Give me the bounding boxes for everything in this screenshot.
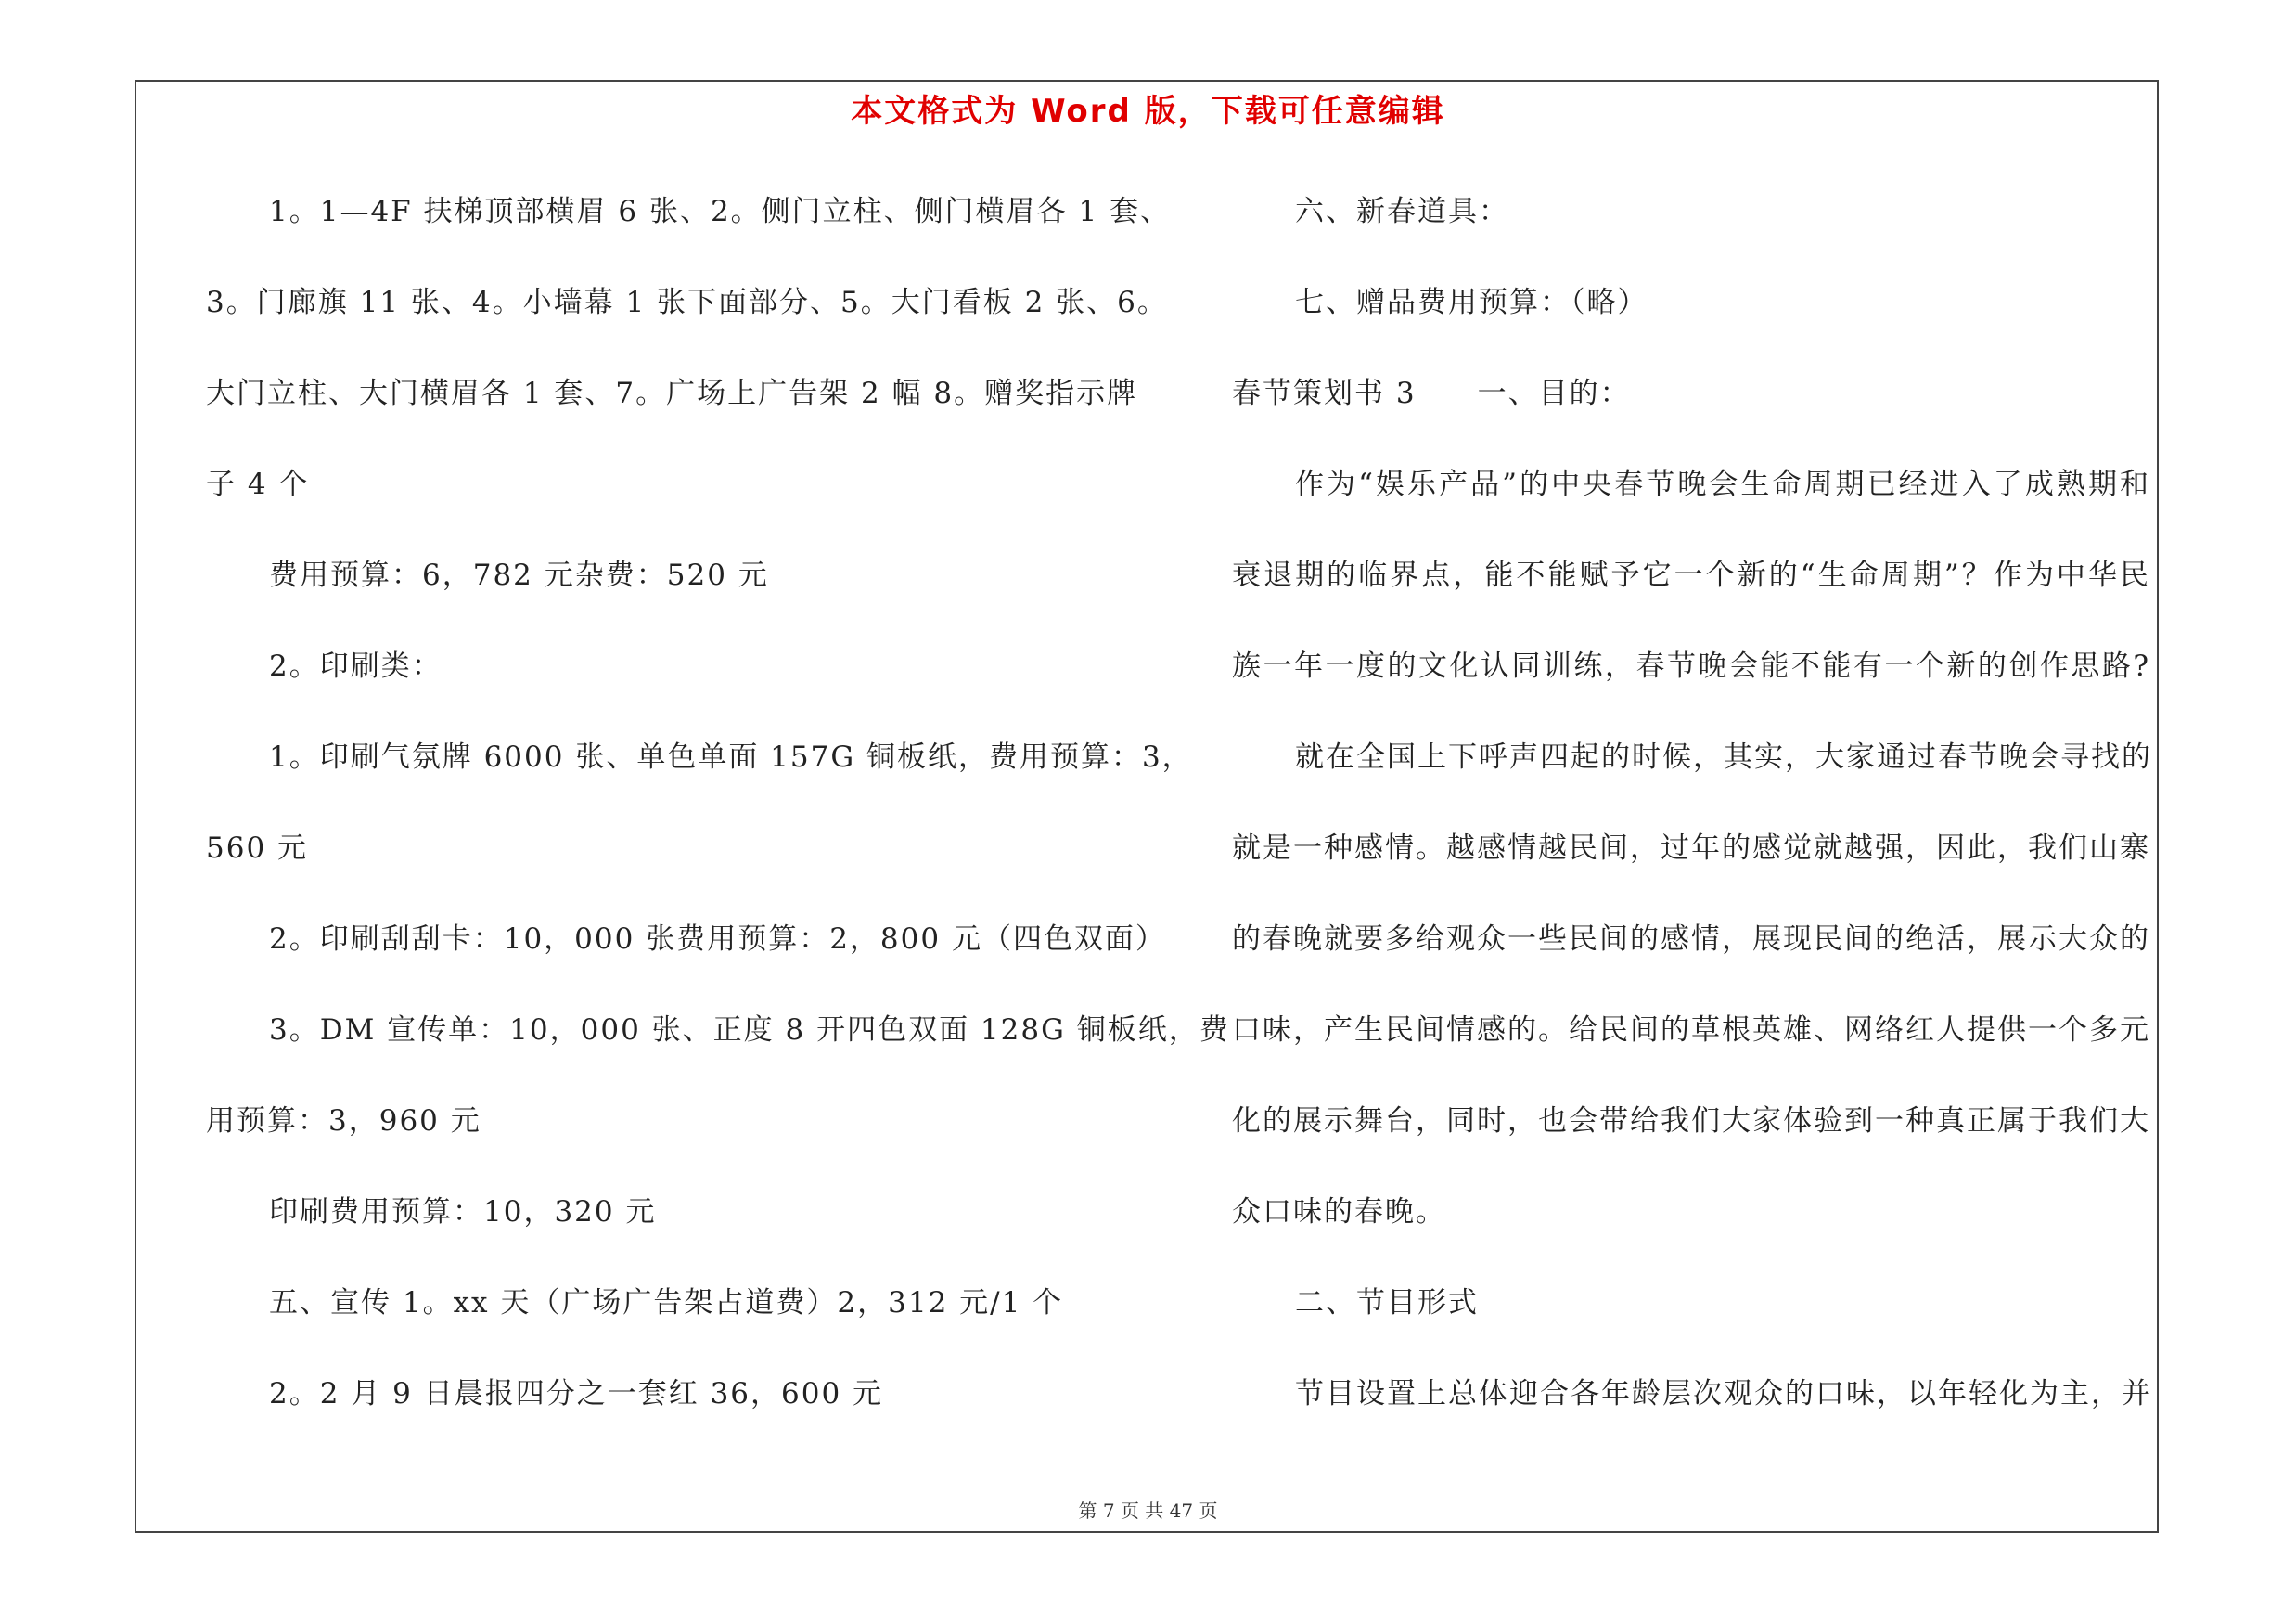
text-line: 春节策划书 3 一、目的： [1232, 377, 1631, 410]
text-line: 子 4 个 [206, 468, 310, 501]
text-line: 作为“娱乐产品”的中央春节晚会生命周期已经进入了成熟期和 [1295, 468, 2150, 501]
text-line: 节目设置上总体迎合各年龄层次观众的口味，以年轻化为主，并 [1295, 1377, 2152, 1410]
text-line: 1。1—4F 扶梯顶部横眉 6 张、2。侧门立柱、侧门横眉各 1 套、 [269, 195, 1172, 228]
text-line: 2。印刷刮刮卡：10，000 张费用预算：2，800 元（四色双面） [269, 922, 1166, 956]
text-line: 五、宣传 1。xx 天（广场广告架占道费）2，312 元/1 个 [269, 1286, 1064, 1320]
text-line: 560 元 [206, 831, 309, 865]
text-line: 大门立柱、大门横眉各 1 套、7。广场上广告架 2 幅 8。赠奖指示牌 [206, 377, 1138, 410]
text-line: 印刷费用预算：10，320 元 [269, 1195, 657, 1229]
text-line: 3。门廊旗 11 张、4。小墙幕 1 张下面部分、5。大门看板 2 张、6。 [206, 286, 1168, 319]
text-line: 众口味的春晚。 [1232, 1195, 1446, 1229]
text-line: 衰退期的临界点，能不能赋予它一个新的“生命周期”？作为中华民 [1232, 559, 2150, 592]
text-line: 就是一种感情。越感情越民间，过年的感觉就越强，因此，我们山寨 [1232, 831, 2150, 865]
text-line: 2。印刷类： [269, 650, 443, 683]
format-banner: 本文格式为 Word 版，下载可任意编辑 [851, 93, 1445, 130]
text-line: 费用预算：6，782 元杂费：520 元 [269, 559, 769, 592]
page-footer: 第 7 页 共 47 页 [1078, 1500, 1218, 1522]
text-line: 就在全国上下呼声四起的时候，其实，大家通过春节晚会寻找的 [1295, 741, 2152, 774]
text-line: 化的展示舞台，同时，也会带给我们大家体验到一种真正属于我们大 [1232, 1104, 2150, 1138]
text-line: 用预算：3，960 元 [206, 1104, 481, 1138]
text-line: 的春晚就要多给观众一些民间的感情，展现民间的绝活，展示大众的 [1232, 922, 2150, 956]
text-line: 2。2 月 9 日晨报四分之一套红 36，600 元 [269, 1377, 884, 1410]
text-line: 3。DM 宣传单：10，000 张、正度 8 开四色双面 128G 铜板纸，费 [269, 1013, 1230, 1047]
left-column [206, 182, 1230, 1455]
text-line: 二、节目形式 [1295, 1286, 1479, 1320]
text-line: 口味，产生民间情感的。给民间的草根英雄、网络红人提供一个多元 [1232, 1013, 2150, 1047]
text-line: 六、新春道具： [1295, 195, 1509, 228]
text-line: 七、赠品费用预算：（略） [1295, 286, 1648, 319]
text-line: 族一年一度的文化认同训练，春节晚会能不能有一个新的创作思路? [1232, 650, 2150, 683]
right-column [1232, 182, 2150, 1455]
text-line: 1。印刷气氛牌 6000 张、单色单面 157G 铜板纸，费用预算：3， [269, 741, 1193, 774]
